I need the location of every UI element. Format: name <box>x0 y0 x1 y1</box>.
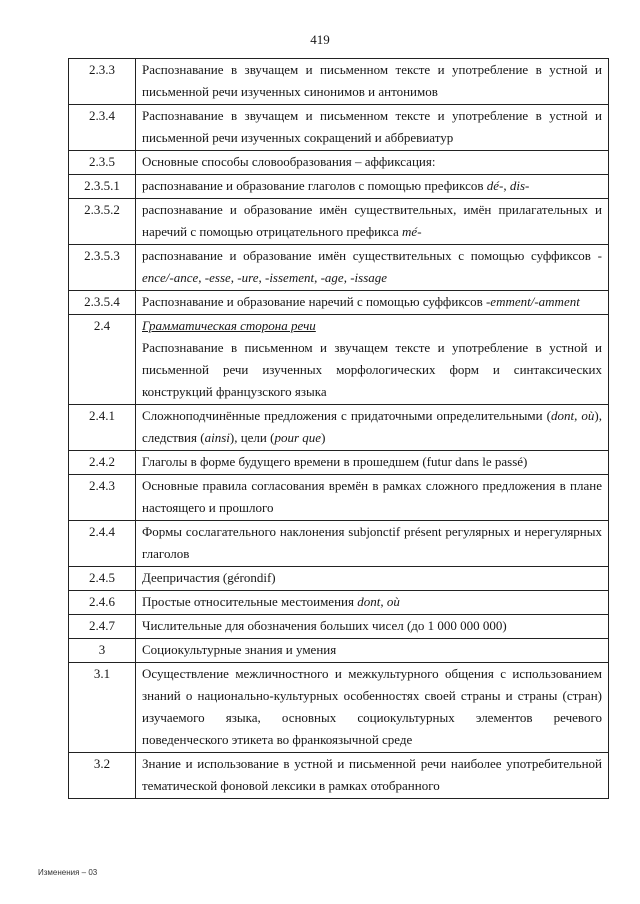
table-row <box>69 199 609 245</box>
item-number: 2.3.4 <box>69 105 136 151</box>
item-number: 2.4.2 <box>69 451 136 475</box>
table-row <box>69 175 609 199</box>
table-row <box>69 615 609 639</box>
item-description: Основные способы словообразования – аффиксация: <box>136 151 609 175</box>
item-description: распознавание и образование имён существительных с помощью суффиксов -ence/-ance, -esse, -ure, -issement, -age, -issage <box>136 245 609 291</box>
item-description: Распознавание в звучащем и письменном тексте и употребление в устной и письменной речи изученных синонимов и антонимов <box>136 59 609 105</box>
item-description: Распознавание и образование наречий с помощью суффиксов -emment/-amment <box>136 291 609 315</box>
item-description: Сложноподчинённые предложения с придаточными определительными (dont, où), следствия (ainsi), цели (pour que) <box>136 405 609 451</box>
table-row <box>69 59 609 105</box>
table-row <box>69 663 609 753</box>
item-number: 2.3.5.1 <box>69 175 136 199</box>
item-description: Формы сослагательного наклонения subjonctif présent регулярных и нерегулярных глаголов <box>136 521 609 567</box>
item-description: распознавание и образование имён существительных, имён прилагательных и наречий с помощью отрицательного префикса mé- <box>136 199 609 245</box>
item-number: 2.4.1 <box>69 405 136 451</box>
revision-footer: Изменения – 03 <box>38 868 98 877</box>
item-number: 2.4.5 <box>69 567 136 591</box>
table-row <box>69 451 609 475</box>
table-row <box>69 245 609 291</box>
item-description: Простые относительные местоимения dont, où <box>136 591 609 615</box>
table-row <box>69 405 609 451</box>
item-description: Грамматическая сторона речи Распознавание в письменном и звучащем тексте и употребление в устной и письменной речи изученных морфологических форм и синтаксических конструкций французского языка <box>136 315 609 405</box>
item-description: Деепричастия (gérondif) <box>136 567 609 591</box>
item-number: 3.1 <box>69 663 136 753</box>
page-number: 419 <box>310 32 330 47</box>
item-description: распознавание и образование глаголов с помощью префиксов dé-, dis- <box>136 175 609 199</box>
table-body <box>69 59 609 799</box>
item-description: Основные правила согласования времён в рамках сложного предложения в плане настоящего и прошлого <box>136 475 609 521</box>
table-row <box>69 521 609 567</box>
item-number: 2.4.3 <box>69 475 136 521</box>
item-description: Числительные для обозначения больших чисел (до 1 000 000 000) <box>136 615 609 639</box>
item-number: 2.4.4 <box>69 521 136 567</box>
item-description: Социокультурные знания и умения <box>136 639 609 663</box>
table-row <box>69 291 609 315</box>
table-row <box>69 753 609 799</box>
item-number: 2.3.3 <box>69 59 136 105</box>
item-number: 2.4.7 <box>69 615 136 639</box>
item-number: 3 <box>69 639 136 663</box>
table-row <box>69 315 609 405</box>
item-number: 2.3.5.2 <box>69 199 136 245</box>
table-row <box>69 151 609 175</box>
item-number: 2.3.5.3 <box>69 245 136 291</box>
item-number: 3.2 <box>69 753 136 799</box>
item-description: Распознавание в звучащем и письменном тексте и употребление в устной и письменной речи изученных сокращений и аббревиатур <box>136 105 609 151</box>
item-description: Осуществление межличностного и межкультурного общения с использованием знаний о национально-культурных особенностях своей страны и страны (стран) изучаемого языка, основных социокультурных элементов речевого поведенческого этикета во франкоязычной среде <box>136 663 609 753</box>
table-row <box>69 591 609 615</box>
curriculum-table <box>68 58 609 799</box>
table-row <box>69 639 609 663</box>
item-number: 2.4 <box>69 315 136 405</box>
item-number: 2.3.5.4 <box>69 291 136 315</box>
table-row <box>69 475 609 521</box>
item-description: Знание и использование в устной и письменной речи наиболее употребительной тематической фоновой лексики в рамках отобранного <box>136 753 609 799</box>
item-number: 2.4.6 <box>69 591 136 615</box>
table-row <box>69 567 609 591</box>
item-description: Глаголы в форме будущего времени в прошедшем (futur dans le passé) <box>136 451 609 475</box>
item-number: 2.3.5 <box>69 151 136 175</box>
table-row <box>69 105 609 151</box>
